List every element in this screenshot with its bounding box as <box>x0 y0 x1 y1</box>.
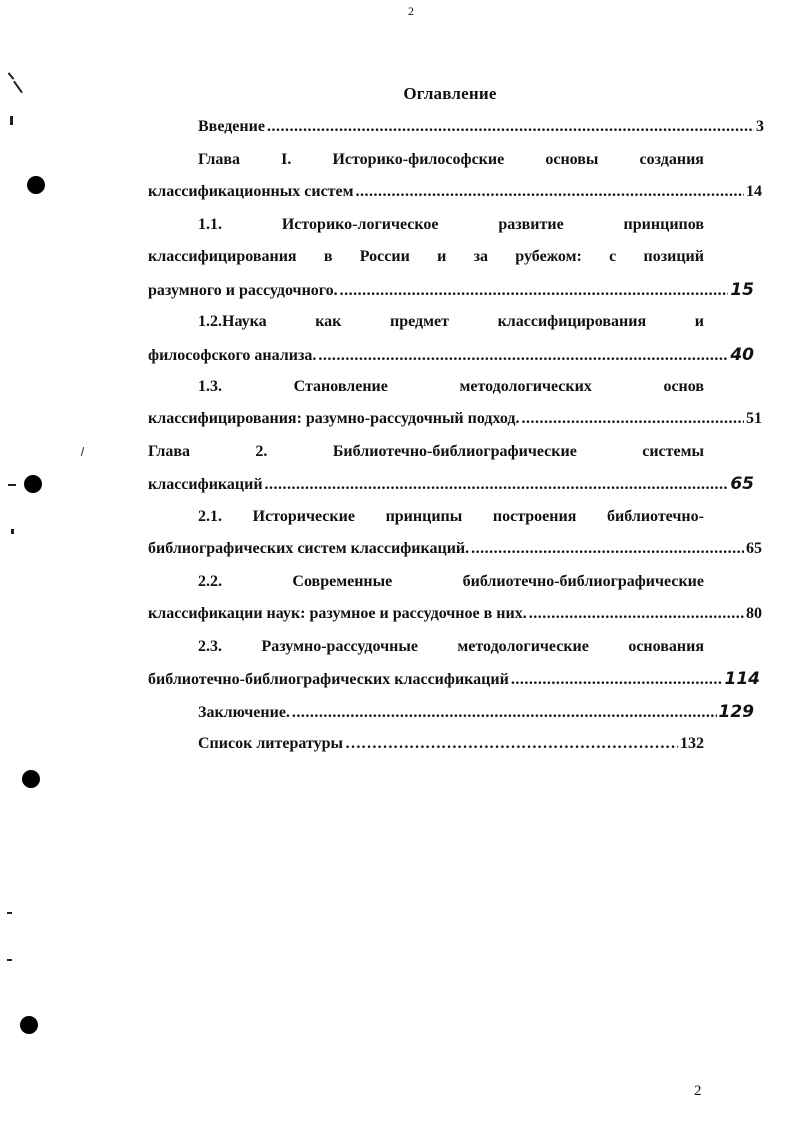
margin-speck <box>81 447 84 456</box>
toc-word: основания <box>628 638 704 655</box>
toc-word: рубежом: <box>515 248 582 265</box>
toc-entry-text: Введение <box>198 118 265 135</box>
toc-page-number: 40 <box>730 345 754 365</box>
toc-word: развитие <box>498 216 564 233</box>
toc-entry-1-2-cont[interactable] <box>148 344 754 366</box>
toc-word: позиций <box>643 248 704 265</box>
toc-entry-chapter-2-cont[interactable] <box>148 473 754 495</box>
punch-hole <box>20 1016 38 1034</box>
punch-hole <box>22 770 40 788</box>
toc-entry-1-3-cont[interactable] <box>148 408 762 430</box>
toc-word: России <box>359 248 410 265</box>
toc-word: Библиотечно-библиографические <box>332 443 577 460</box>
toc-word: классифицирования <box>497 313 647 330</box>
toc-word: методологические <box>457 638 589 655</box>
toc-word: Исторические <box>252 508 355 525</box>
toc-entry-1-1-end[interactable] <box>148 279 754 301</box>
toc-entry-1-3[interactable] <box>198 376 704 398</box>
leader-dots <box>522 408 744 430</box>
toc-word: и <box>694 313 704 330</box>
toc-word: библиотечно- <box>607 508 704 525</box>
toc-entry-text: Список литературы <box>198 735 343 752</box>
toc-word: и <box>437 248 447 265</box>
toc-page-number: 51 <box>746 410 762 427</box>
toc-word: методологических <box>459 378 592 395</box>
toc-entry-references[interactable] <box>198 733 704 755</box>
leader-dots <box>356 181 744 203</box>
toc-page-number: 132 <box>680 735 704 752</box>
toc-page-number: 80 <box>746 605 762 622</box>
margin-speck <box>7 959 12 961</box>
toc-entry-2-3[interactable] <box>198 636 704 658</box>
toc-word: Становление <box>293 378 388 395</box>
toc-entry-text: классификации наук: разумное и рассудочное в них. <box>148 605 527 622</box>
toc-page-number: 65 <box>746 540 762 557</box>
leader-dots <box>267 116 754 138</box>
punch-hole <box>27 176 45 194</box>
toc-word: 2. <box>255 443 268 460</box>
toc-word: Разумно-рассудочные <box>261 638 418 655</box>
toc-page-number: 129 <box>718 702 754 722</box>
margin-speck <box>8 72 15 79</box>
toc-entry-chapter-2[interactable] <box>148 441 704 463</box>
toc-word: системы <box>642 443 704 460</box>
toc-word: как <box>315 313 342 330</box>
toc-entry-1-1[interactable] <box>198 214 704 236</box>
toc-word: 1.3. <box>198 378 222 395</box>
toc-page-number: 3 <box>756 118 764 135</box>
leader-dots <box>265 474 729 496</box>
toc-entry-text: библиотечно-библиографических классификаций <box>148 671 509 688</box>
margin-speck <box>10 116 13 125</box>
margin-speck <box>8 484 16 486</box>
leader-dots <box>292 702 717 724</box>
toc-word: с <box>609 248 617 265</box>
page-number: 2 <box>694 1083 702 1099</box>
toc-word: Глава <box>198 151 240 168</box>
toc-word: основ <box>663 378 704 395</box>
toc-entry-text: классификаций <box>148 476 263 493</box>
page-title: Оглавление <box>403 84 497 103</box>
toc-entry-2-2-cont[interactable] <box>148 603 762 625</box>
margin-speck <box>11 529 14 534</box>
toc-entry-chapter-1[interactable] <box>198 149 704 171</box>
top-mark: 2 <box>408 4 414 18</box>
toc-word: создания <box>639 151 704 168</box>
leader-dots <box>340 280 729 302</box>
toc-entry-1-1-cont[interactable] <box>148 246 704 268</box>
toc-entry-1-2[interactable] <box>198 311 704 333</box>
margin-speck <box>7 912 12 914</box>
toc-word: классифицирования <box>148 248 297 265</box>
toc-page-number: 14 <box>746 183 762 200</box>
toc-entry-text: философского анализа. <box>148 347 317 364</box>
toc-word: 2.3. <box>198 638 222 655</box>
leader-dots <box>345 733 678 755</box>
leader-dots <box>318 345 728 367</box>
toc-entry-text: библиографических систем классификаций. <box>148 540 470 557</box>
toc-word: 2.2. <box>198 573 222 590</box>
toc-entry-text: классифицирования: разумно-рассудочный подход. <box>148 410 520 427</box>
toc-word: 2.1. <box>198 508 222 525</box>
toc-word: Историко-философские <box>332 151 505 168</box>
toc-word: принципов <box>623 216 704 233</box>
toc-word: I. <box>281 151 292 168</box>
toc-word: в <box>323 248 333 265</box>
toc-page-number: 65 <box>730 474 754 494</box>
toc-word: Глава <box>148 443 190 460</box>
toc-page-number: 15 <box>730 280 754 300</box>
toc-word: построения <box>492 508 577 525</box>
toc-word: предмет <box>390 313 449 330</box>
leader-dots <box>471 538 744 560</box>
toc-entry-2-1[interactable] <box>198 506 704 528</box>
toc-word: библиотечно-библиографические <box>462 573 704 590</box>
toc-word: Современные <box>292 573 393 590</box>
toc-word: за <box>473 248 489 265</box>
toc-page-number: 114 <box>724 669 760 689</box>
leader-dots <box>529 603 744 625</box>
toc-word: основы <box>545 151 599 168</box>
toc-entry-text: Заключение. <box>198 704 290 721</box>
toc-word: 1.2.Наука <box>198 313 267 330</box>
toc-entry-text: классификационных систем <box>148 183 354 200</box>
toc-word: принципы <box>385 508 463 525</box>
toc-word: 1.1. <box>198 216 222 233</box>
toc-entry-2-2[interactable] <box>198 571 704 593</box>
toc-entry-chapter-1-cont[interactable] <box>148 181 762 203</box>
toc-entry-2-3-cont[interactable] <box>148 668 760 690</box>
leader-dots <box>511 669 723 691</box>
toc-entry-text: разумного и рассудочного. <box>148 282 338 299</box>
toc-entry-intro[interactable] <box>198 116 764 138</box>
punch-hole <box>24 475 42 493</box>
toc-entry-2-1-cont[interactable] <box>148 538 762 560</box>
toc-word: Историко-логическое <box>281 216 439 233</box>
toc-entry-conclusion[interactable] <box>198 701 754 723</box>
